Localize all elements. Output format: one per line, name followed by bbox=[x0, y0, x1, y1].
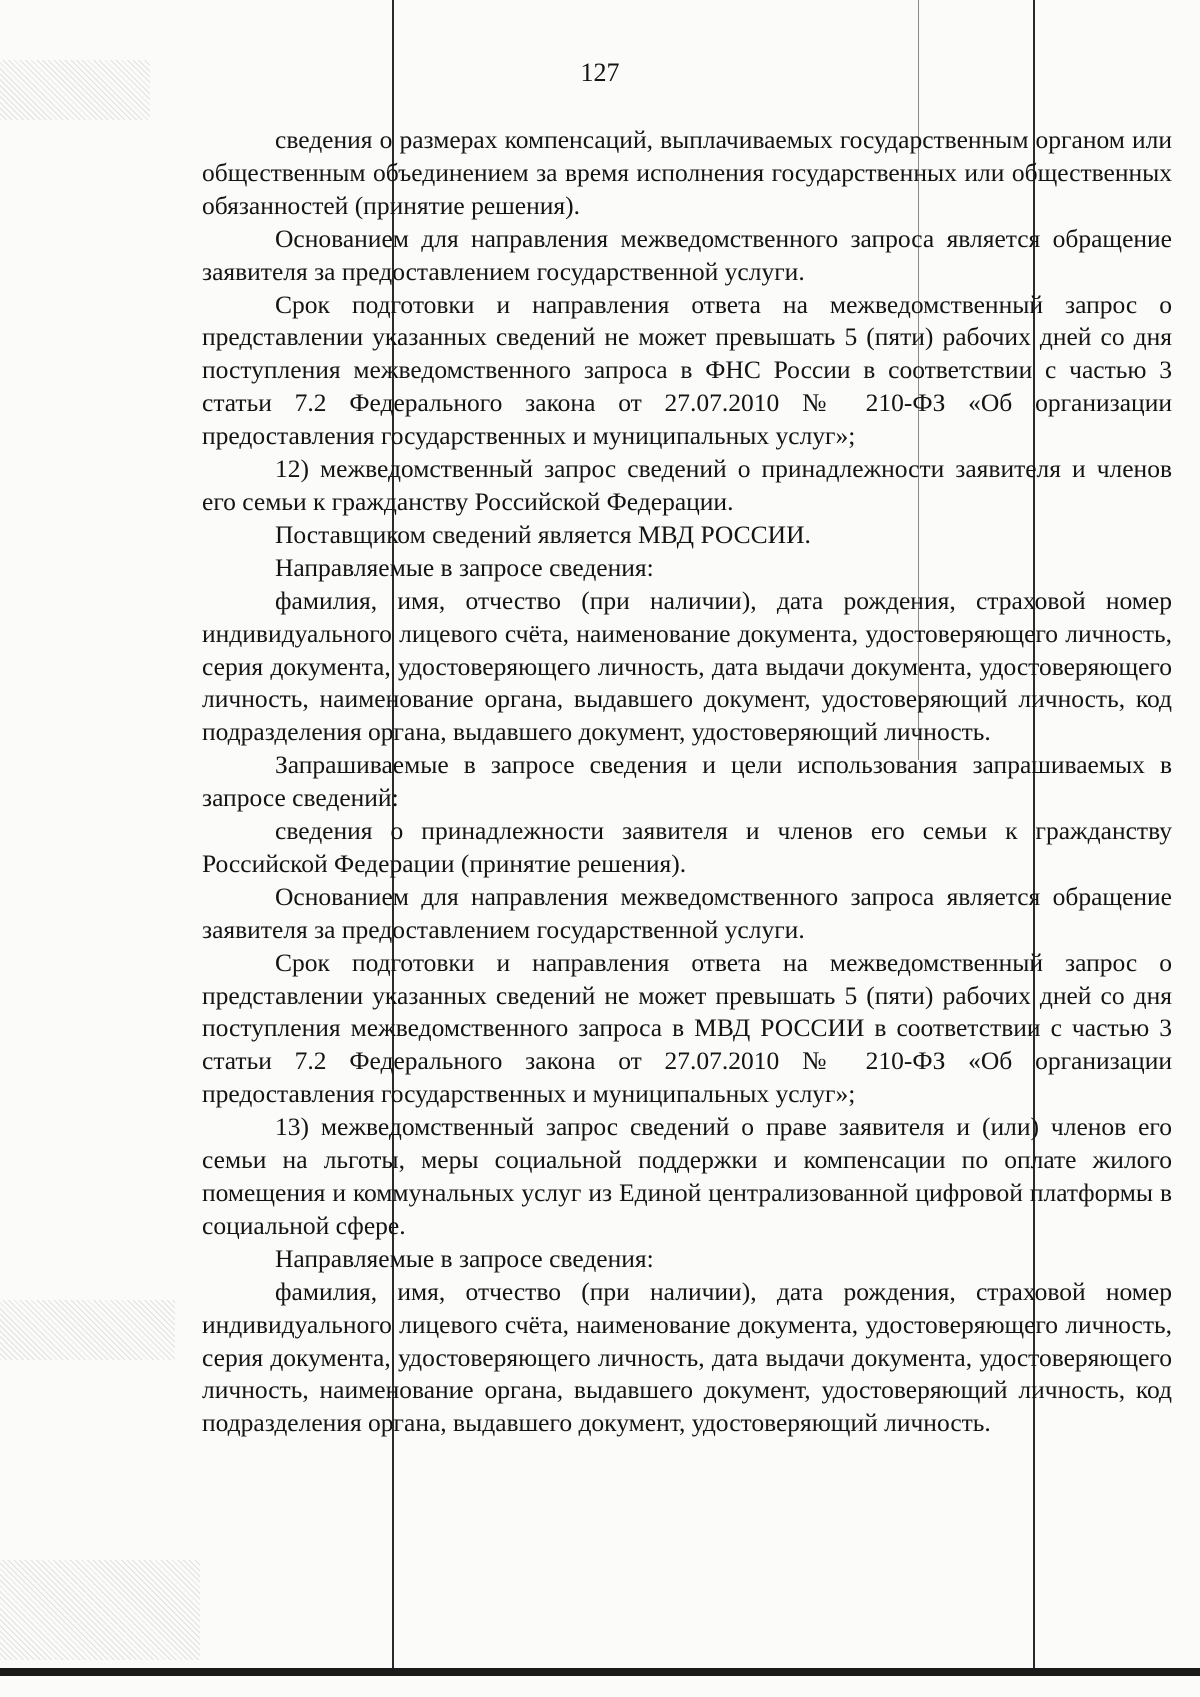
paragraph: 13) межведомственный запрос сведений о праве заявителя и (или) членов его семьи на льготы, меры социальной поддержки и компенсации по оплате жилого помещения и коммунальных услуг из Единой централизованной цифровой платформы в социальной сфере. bbox=[202, 1112, 1172, 1240]
scan-noise bbox=[0, 1560, 200, 1660]
paragraph: Запрашиваемые в запросе сведения и цели использования запрашиваемых в запросе сведений: bbox=[202, 750, 1172, 813]
paragraph: Направляемые в запросе сведения: bbox=[275, 1243, 654, 1273]
paragraph: фамилия, имя, отчество (при наличии), дата рождения, страховой номер индивидуального лицевого счёта, наименование документа, удостоверяющего личность, серия документа, удостоверяющего личность, дата выдачи документа, удостоверяющего личность, наименование органа, выдавшего документ, удостоверяющий личность, код подразделения органа, выдавшего документ, удостоверяющий личность. bbox=[202, 585, 1172, 747]
paragraph: Поставщиком сведений является МВД РОССИИ. bbox=[275, 519, 811, 549]
paragraph: Срок подготовки и направления ответа на межведомственный запрос о представлении указанных сведений не может превышать 5 (пяти) рабочих дней со дня поступления межведомственного запроса в МВД РОССИИ в соответствии с частью 3 статьи 7.2 Федерального закона от 27.07.2010 № 210-ФЗ «Об организации предоставления государственных и муниципальных услуг»; bbox=[202, 947, 1172, 1109]
paragraph: 12) межведомственный запрос сведений о принадлежности заявителя и членов его семьи к гражданству Российской Федерации. bbox=[202, 454, 1172, 516]
paragraph: Срок подготовки и направления ответа на межведомственный запрос о представлении указанных сведений не может превышать 5 (пяти) рабочих дней со дня поступления межведомственного запроса в ФНС России в соответствии с частью 3 статьи 7.2 Федерального закона от 27.07.2010 № 210-ФЗ «Об организации предоставления государственных и муниципальных услуг»; bbox=[202, 289, 1172, 451]
paragraph: Основанием для направления межведомственного запроса является обращение заявителя за предоставлением государственной услуги. bbox=[202, 881, 1172, 944]
paragraph: Основанием для направления межведомственного запроса является обращение заявителя за предоставлением государственной услуги. bbox=[202, 223, 1172, 286]
paragraph: фамилия, имя, отчество (при наличии), дата рождения, страховой номер индивидуального лицевого счёта, наименование документа, удостоверяющего личность, серия документа, удостоверяющего личность, дата выдачи документа, удостоверяющего личность, наименование органа, выдавшего документ, удостоверяющий личность, код подразделения органа, выдавшего документ, удостоверяющий личность. bbox=[202, 1276, 1172, 1438]
scan-noise bbox=[0, 1300, 175, 1360]
paragraph: Направляемые в запросе сведения: bbox=[275, 552, 654, 582]
paragraph: сведения о размерах компенсаций, выплачиваемых государственным органом или общественным объединением за время исполнения государственных или общественных обязанностей (принятие решения). bbox=[202, 125, 1172, 220]
scan-bottom-edge bbox=[0, 1668, 1200, 1676]
body-text bbox=[202, 124, 1172, 1440]
paragraph: сведения о принадлежности заявителя и членов его семьи к гражданству Российской Федерации (принятие решения). bbox=[202, 816, 1172, 878]
page-number: 127 bbox=[580, 58, 620, 87]
